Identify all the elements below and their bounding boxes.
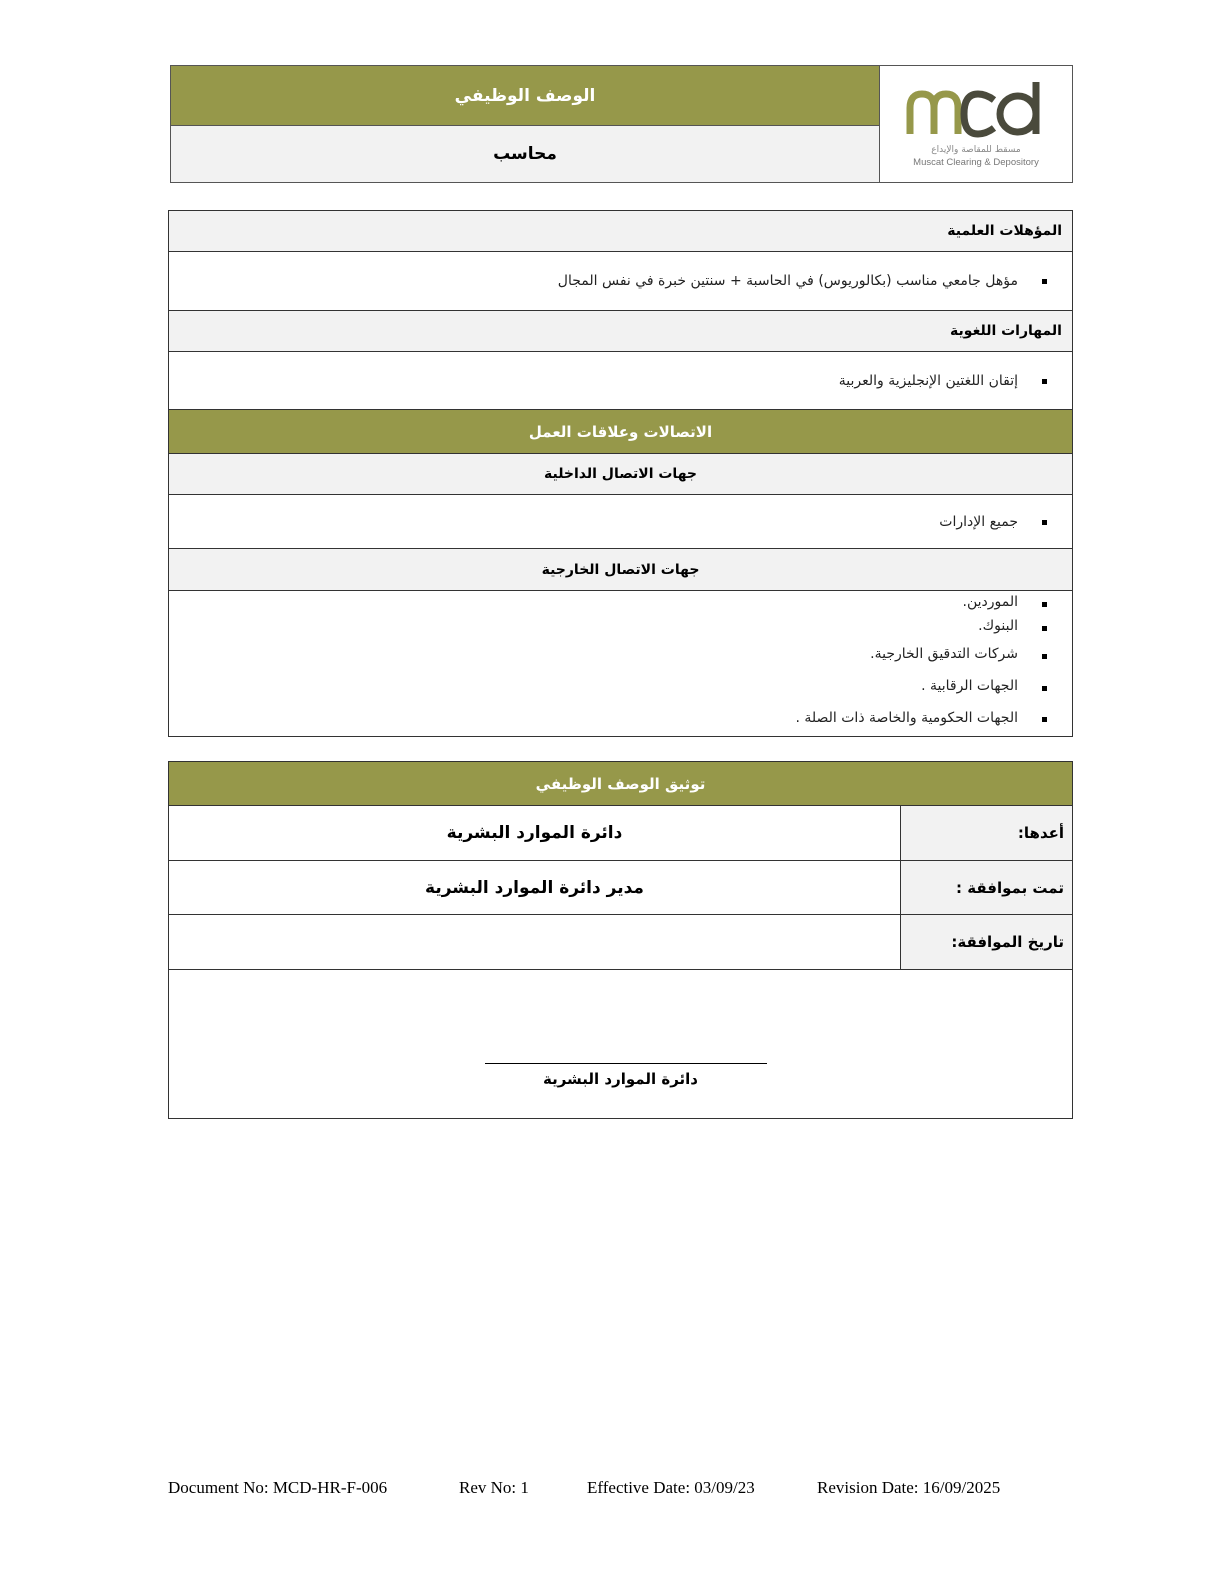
documentation-table <box>168 761 1073 1119</box>
document-title: الوصف الوظيفي <box>171 66 879 126</box>
job-title: محاسب <box>171 126 879 182</box>
approved-by-value: مدير دائرة الموارد البشرية <box>425 877 644 898</box>
approved-by-label: تمت بموافقة : <box>900 861 1072 914</box>
approval-date-label: تاريخ الموافقة: <box>900 915 1072 969</box>
external-contacts-heading: جهات الاتصال الخارجية <box>169 549 1072 591</box>
signature-area <box>169 970 1072 1118</box>
internal-contacts-content <box>169 495 1072 549</box>
prepared-by-row <box>169 806 1072 861</box>
communications-heading: الاتصالات وعلاقات العمل <box>169 410 1072 454</box>
list-item: جميع الإدارات <box>169 514 1018 530</box>
footer-effective-date: Effective Date: 03/09/23 <box>587 1478 755 1497</box>
internal-contacts-heading: جهات الاتصال الداخلية <box>169 454 1072 495</box>
external-contacts-list <box>169 591 1072 734</box>
logo-arabic-name: مسقط للمقاصة والإيداع <box>931 145 1021 155</box>
mcd-logo-icon <box>906 80 1046 140</box>
prepared-by-value: دائرة الموارد البشرية <box>446 823 623 843</box>
list-item: شركات التدقيق الخارجية. <box>169 640 1018 672</box>
approved-by-row <box>169 861 1072 915</box>
languages-content <box>169 352 1072 410</box>
qualifications-content <box>169 252 1072 311</box>
external-contacts-content <box>169 591 1072 736</box>
list-item: الموردين. <box>169 592 1018 616</box>
list-item: إتقان اللغتين الإنجليزية والعربية <box>169 373 1018 389</box>
logo-english-name: Muscat Clearing & Depository <box>913 157 1039 168</box>
documentation-heading: توثيق الوصف الوظيفي <box>169 762 1072 806</box>
internal-contacts-list <box>169 514 1072 530</box>
footer-rev-no: Rev No: 1 <box>459 1478 529 1497</box>
job-requirements-table <box>168 210 1073 737</box>
approval-date-row <box>169 915 1072 970</box>
languages-heading: المهارات اللغوية <box>169 311 1072 352</box>
list-item: الجهات الحكومية والخاصة ذات الصلة . <box>169 704 1018 734</box>
document-header <box>170 65 1073 183</box>
languages-list <box>169 373 1072 389</box>
approval-date-value <box>169 915 900 969</box>
qualifications-heading: المؤهلات العلمية <box>169 211 1072 252</box>
footer-document-no: Document No: MCD-HR-F-006 <box>168 1478 388 1497</box>
list-item: الجهات الرقابية . <box>169 672 1018 704</box>
footer-revision-date: Revision Date: 16/09/2025 <box>817 1478 1001 1497</box>
list-item: مؤهل جامعي مناسب (بكالوريوس) في الحاسبة + سنتين خبرة في نفس المجال <box>169 273 1018 289</box>
signature-line <box>485 1063 767 1064</box>
qualifications-list <box>169 273 1072 289</box>
list-item: البنوك. <box>169 616 1018 640</box>
prepared-by-label: أعدها: <box>900 806 1072 860</box>
signature-label: دائرة الموارد البشرية <box>542 1070 699 1088</box>
company-logo <box>879 66 1072 182</box>
header-titles <box>171 66 879 182</box>
